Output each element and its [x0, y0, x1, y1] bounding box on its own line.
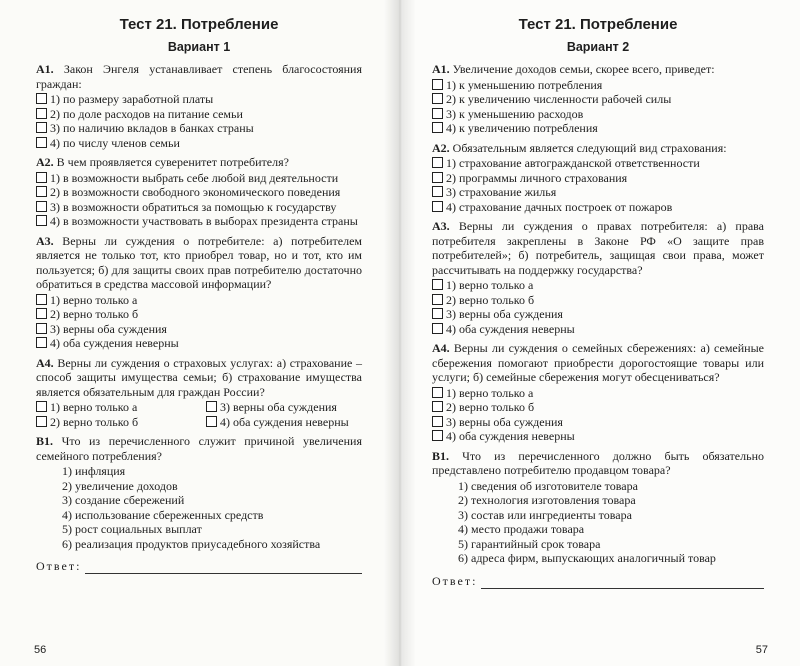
answer-option[interactable] — [36, 107, 362, 122]
answer-label: Ответ: — [36, 559, 82, 573]
option-text: 3) страхование жилья — [446, 185, 557, 199]
page-title: Тест 21. Потребление — [119, 16, 279, 33]
option-text: 1) к уменьшению потребления — [446, 77, 603, 92]
option-text: 1) верно только а — [50, 400, 138, 414]
option-text: 4) оба суждения неверны — [220, 414, 349, 429]
option-text: 4) оба суждения неверны — [446, 429, 575, 443]
question-id: В1. — [432, 448, 450, 463]
list-item: 3) состав или ингредиенты товара — [458, 507, 632, 522]
answer-line[interactable] — [481, 577, 764, 589]
question-id: В1. — [36, 434, 54, 448]
answer-option[interactable] — [432, 121, 764, 136]
answer-option[interactable] — [36, 200, 362, 215]
answer-option[interactable] — [36, 322, 362, 337]
answer-option[interactable] — [432, 200, 764, 215]
option-text: 1) по размеру заработной платы — [50, 92, 214, 106]
option-text: 4) по числу членов семьи — [50, 135, 180, 150]
answer-option[interactable] — [432, 415, 764, 430]
option-text: 2) программы личного страхования — [446, 170, 628, 185]
checkbox[interactable] — [432, 401, 443, 412]
question-id: А1. — [36, 62, 54, 76]
checkbox[interactable] — [36, 122, 47, 133]
answer-option[interactable] — [36, 307, 362, 322]
option-text: 4) оба суждения неверны — [446, 321, 575, 336]
list-item: 6) реализация продуктов приусадебного хозяйства — [62, 536, 321, 551]
answer-option[interactable] — [36, 214, 362, 229]
answer-option[interactable] — [432, 429, 764, 444]
checkbox[interactable] — [36, 186, 47, 197]
option-text: 4) оба суждения неверны — [50, 336, 179, 350]
checkbox[interactable] — [36, 172, 47, 183]
answer-option[interactable] — [432, 171, 764, 186]
list-item: 4) место продажи товара — [458, 522, 585, 536]
checkbox[interactable] — [36, 93, 47, 104]
answer-option[interactable] — [36, 136, 362, 151]
answer-option[interactable] — [432, 92, 764, 107]
checkbox[interactable] — [36, 215, 47, 226]
checkbox[interactable] — [36, 108, 47, 119]
answer-option[interactable] — [36, 171, 362, 186]
page-number: 57 — [755, 644, 768, 656]
answer-option[interactable] — [36, 400, 206, 415]
checkbox[interactable] — [432, 186, 443, 197]
checkbox[interactable] — [36, 201, 47, 212]
right-page — [400, 0, 800, 666]
checkbox[interactable] — [432, 172, 443, 183]
list-item: 6) адреса фирм, выпускающих аналогичный товар — [458, 551, 716, 565]
option-text: 2) по доле расходов на питание семьи — [50, 106, 243, 121]
checkbox[interactable] — [432, 279, 443, 290]
question — [432, 62, 764, 77]
answer-option[interactable] — [432, 78, 764, 93]
answer-option[interactable] — [36, 293, 362, 308]
answer-option[interactable] — [432, 107, 764, 122]
answer-option[interactable] — [432, 185, 764, 200]
question-id: А3. — [36, 233, 54, 248]
question — [36, 434, 362, 463]
checkbox[interactable] — [432, 79, 443, 90]
option-text: 2) верно только б — [446, 292, 535, 307]
question — [36, 356, 362, 400]
question — [432, 219, 764, 277]
checkbox[interactable] — [432, 416, 443, 427]
question-text: В чем проявляется суверенитет потребителя? — [56, 155, 289, 169]
checkbox[interactable] — [36, 294, 47, 305]
answer-option[interactable] — [432, 307, 764, 322]
option-text: 2) верно только б — [50, 414, 139, 429]
checkbox[interactable] — [432, 323, 443, 334]
option-text: 4) к увеличению потребления — [446, 121, 598, 135]
checkbox[interactable] — [432, 387, 443, 398]
list-item: 5) рост социальных выплат — [62, 522, 202, 536]
answer-field[interactable] — [36, 559, 362, 574]
answer-option[interactable] — [432, 293, 764, 308]
question-id: А4. — [432, 341, 450, 355]
option-text: 3) верны оба суждения — [446, 307, 563, 321]
answer-field[interactable] — [432, 574, 764, 589]
option-text: 1) верно только а — [50, 292, 138, 307]
answer-option[interactable] — [36, 336, 362, 351]
list-item: 3) создание сбережений — [62, 493, 185, 507]
option-text: 3) к уменьшению расходов — [446, 106, 584, 121]
question — [36, 234, 362, 292]
option-text: 3) по наличию вкладов в банках страны — [50, 121, 254, 135]
question-id: А1. — [432, 62, 450, 76]
checkbox[interactable] — [432, 201, 443, 212]
page-title: Тест 21. Потребление — [518, 16, 678, 33]
option-text: 3) верны оба суждения — [50, 321, 167, 336]
checkbox[interactable] — [36, 337, 47, 348]
option-text: 1) верно только а — [446, 385, 534, 400]
answer-option[interactable] — [432, 386, 764, 401]
list-item: 2) увеличение доходов — [62, 478, 178, 493]
question-id: А2. — [36, 155, 54, 169]
checkbox[interactable] — [432, 430, 443, 441]
option-text: 1) страхование автогражданской ответственности — [446, 156, 700, 170]
question-id: А4. — [36, 355, 54, 370]
answer-option[interactable] — [432, 400, 764, 415]
answer-option[interactable] — [432, 278, 764, 293]
list-item: 1) сведения об изготовителе товара — [458, 478, 638, 493]
list-item: 1) инфляция — [62, 464, 126, 478]
checkbox[interactable] — [206, 401, 217, 412]
question-text: Верны ли суждения о семейных сбережениях: а) семейные сбережения помогают приобрести дорогостоящие товары или услуги; б) семейные сбережения могут обесцениваться? — [432, 341, 764, 384]
checkbox[interactable] — [36, 137, 47, 148]
checkbox[interactable] — [36, 323, 47, 334]
option-text: 2) верно только б — [50, 307, 139, 321]
checkbox[interactable] — [36, 401, 47, 412]
answer-options-grid — [36, 400, 362, 429]
option-text: 4) страхование дачных построек от пожаров — [446, 199, 673, 214]
option-text: 1) в возможности выбрать себе любой вид деятельности — [50, 170, 339, 185]
option-text: 4) в возможности участвовать в выборах президента страны — [50, 214, 358, 228]
option-text: 1) верно только а — [446, 278, 534, 292]
question-text: Что из перечисленного должно быть обязательно представлено потребителю продавцом товара? — [432, 448, 764, 477]
question — [432, 141, 764, 156]
question — [36, 62, 362, 91]
answer-option[interactable] — [36, 92, 362, 107]
question-text: Закон Энгеля устанавливает степень благосостояния граждан: — [36, 62, 362, 91]
list-item: 2) технология изготовления товара — [458, 493, 636, 507]
list-item: 5) гарантийный срок товара — [458, 536, 601, 551]
question-text: Верны ли суждения о потребителе: а) потребителем является не только тот, кто приобрел товар, но и тот, кто им пользуется; б) для защиты своих прав потребителю достаточно обратиться в средства массовой информации? — [36, 233, 363, 291]
page-number: 56 — [34, 644, 47, 656]
option-text: 2) к увеличению численности рабочей силы — [446, 92, 672, 106]
checkbox[interactable] — [432, 157, 443, 168]
question-text: Увеличение доходов семьи, скорее всего, приведет: — [452, 62, 715, 76]
answer-option[interactable] — [36, 415, 206, 430]
option-text: 3) верны оба суждения — [446, 414, 563, 429]
variant-heading: Вариант 2 — [566, 40, 630, 54]
checkbox[interactable] — [432, 122, 443, 133]
question-id: А3. — [432, 219, 450, 233]
answer-option[interactable] — [206, 400, 362, 415]
question — [432, 341, 764, 385]
checkbox[interactable] — [432, 108, 443, 119]
checkbox[interactable] — [36, 416, 47, 427]
answer-option[interactable] — [36, 121, 362, 136]
answer-option[interactable] — [36, 185, 362, 200]
list-item: 4) использование сбереженных средств — [62, 507, 264, 522]
answer-option[interactable] — [432, 156, 764, 171]
answer-line[interactable] — [85, 562, 362, 574]
question — [36, 155, 362, 170]
left-page-content — [36, 16, 362, 574]
option-text: 2) в возможности свободного экономического поведения — [50, 185, 341, 199]
answer-label: Ответ: — [432, 573, 478, 588]
question-text: Верны ли суждения о правах потребителя: а) права потребителя закреплены в Законе РФ «О защите прав потребителей»; б) потребитель, защищая свои права, может рассчитывать на поддержку государства? — [432, 219, 764, 277]
variant-heading: Вариант 1 — [167, 40, 231, 54]
question — [432, 449, 764, 478]
checkbox[interactable] — [206, 416, 217, 427]
checkbox[interactable] — [432, 93, 443, 104]
question-text: Обязательным является следующий вид страхования: — [452, 140, 727, 155]
option-text: 3) верны оба суждения — [220, 400, 337, 414]
checkbox[interactable] — [36, 308, 47, 319]
question-text: Что из перечисленного служит причиной увеличения семейного потребления? — [36, 434, 362, 463]
option-text: 2) верно только б — [446, 400, 535, 414]
option-text: 3) в возможности обратиться за помощью к государству — [50, 199, 337, 214]
checkbox[interactable] — [432, 294, 443, 305]
question-text: Верны ли суждения о страховых услугах: а) страхование – способ защиты имущества семьи; б) страхование имущества является обязательным для граждан России? — [36, 355, 362, 399]
question-id: А2. — [432, 140, 450, 155]
right-page-content — [432, 16, 764, 589]
answer-option[interactable] — [432, 322, 764, 337]
checkbox[interactable] — [432, 308, 443, 319]
answer-option[interactable] — [206, 415, 362, 430]
